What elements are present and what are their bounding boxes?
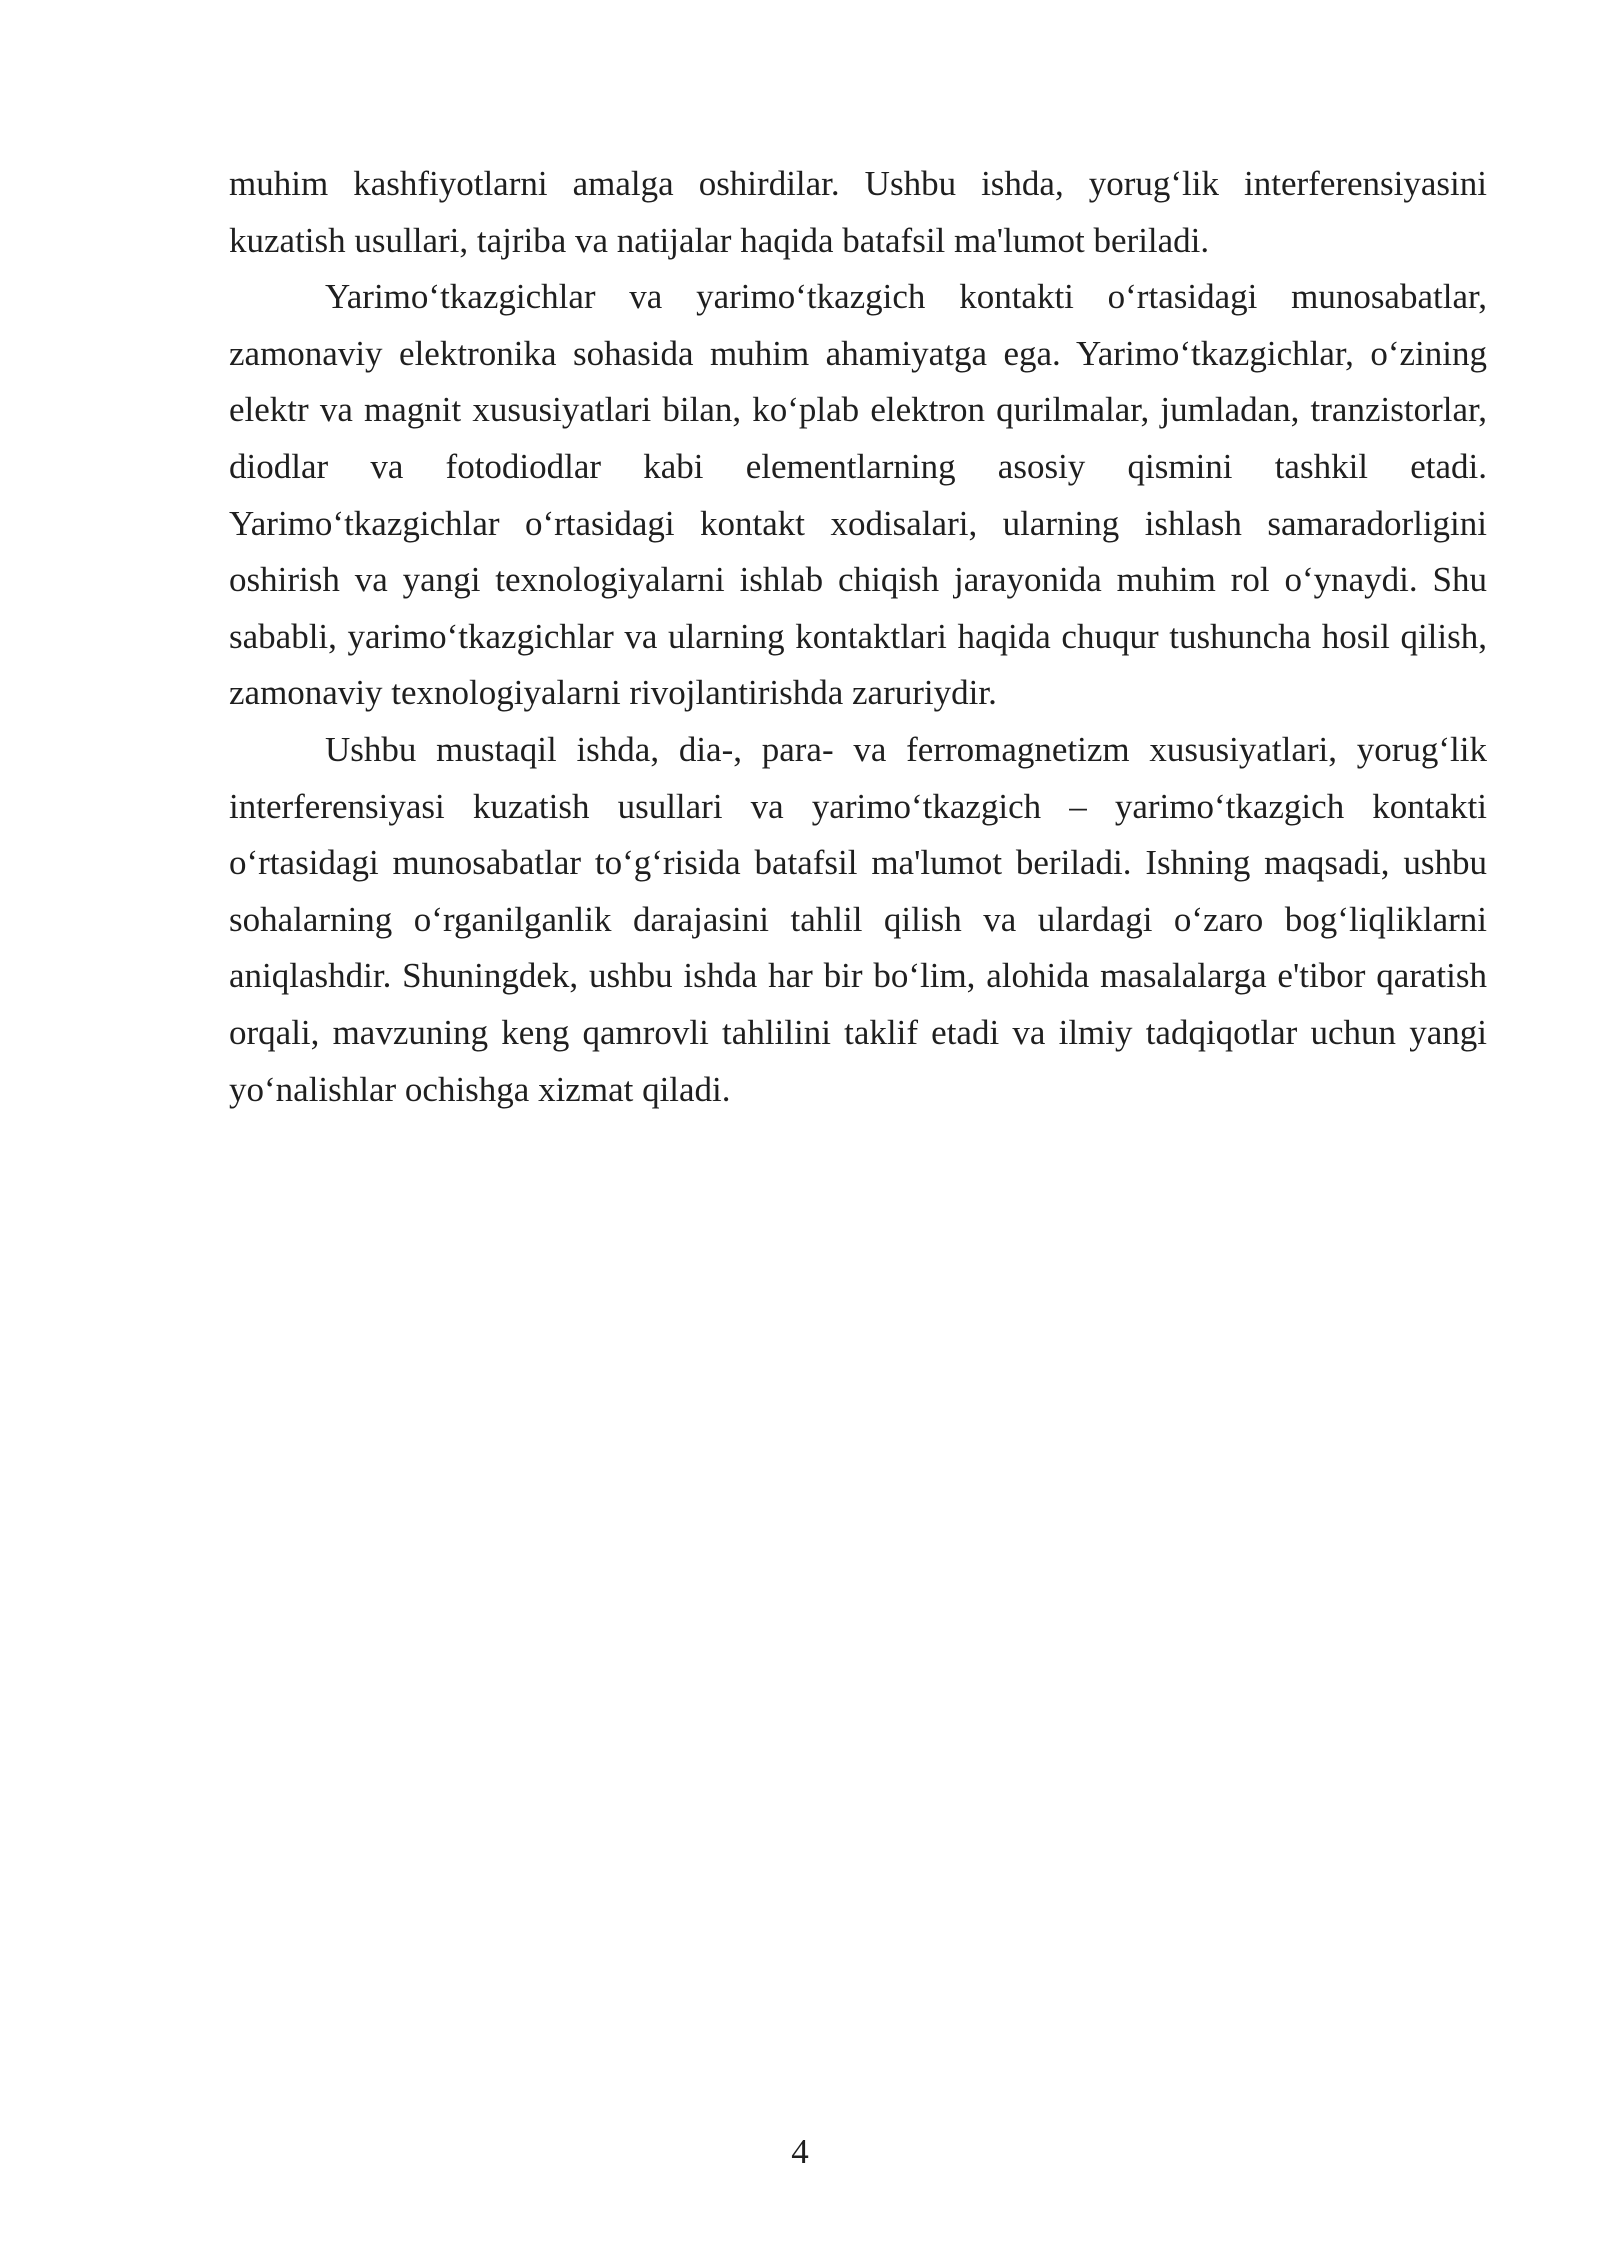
paragraph-semiconductors: Yarimo‘tkazgichlar va yarimo‘tkazgich kontakti o‘rtasidagi munosabatlar, zamonaviy elektronika sohasida muhim ahamiyatga ega. Yarimo‘tkazgichlar, o‘zining elektr va magnit xususiyatlari bilan, ko‘plab elektron qurilmalar, jumladan, tranzistorlar, diodlar va fotodiodlar kabi elementlarning asosiy qismini tashkil etadi. Yarimo‘tkazgichlar o‘rtasidagi kontakt xodisalari, ularning ishlash samaradorligini oshirish va yangi texnologiyalarni ishlab chiqish jarayonida muhim rol o‘ynaydi. Shu sababli, yarimo‘tkazgichlar va ularning kontaktlari haqida chuqur tushuncha hosil qilish, zamonaviy texnologiyalarni rivojlantirishda zaruriydir. [229, 277, 1487, 713]
document-body [229, 156, 1487, 1118]
paragraph-goal: Ushbu mustaqil ishda, dia-, para- va ferromagnetizm xususiyatlari, yorug‘lik interferensiyasi kuzatish usullari va yarimo‘tkazgich – yarimo‘tkazgich kontakti o‘rtasidagi munosabatlar to‘g‘risida batafsil ma'lumot beriladi. Ishning maqsadi, ushbu sohalarning o‘rganilganlik darajasini tahlil qilish va ulardagi o‘zaro bog‘liqliklarni aniqlashdir. Shuningdek, ushbu ishda har bir bo‘lim, alohida masalalarga e'tibor qaratish orqali, mavzuning keng qamrovli tahlilini taklif etadi va ilmiy tadqiqotlar uchun yangi yo‘nalishlar ochishga xizmat qiladi. [229, 729, 1487, 1109]
paragraph-continuation: muhim kashfiyotlarni amalga oshirdilar. Ushbu ishda, yorug‘lik interferensiyasini kuzatish usullari, tajriba va natijalar haqida batafsil ma'lumot beriladi. [229, 164, 1487, 260]
page-number: 4 [791, 2132, 809, 2171]
